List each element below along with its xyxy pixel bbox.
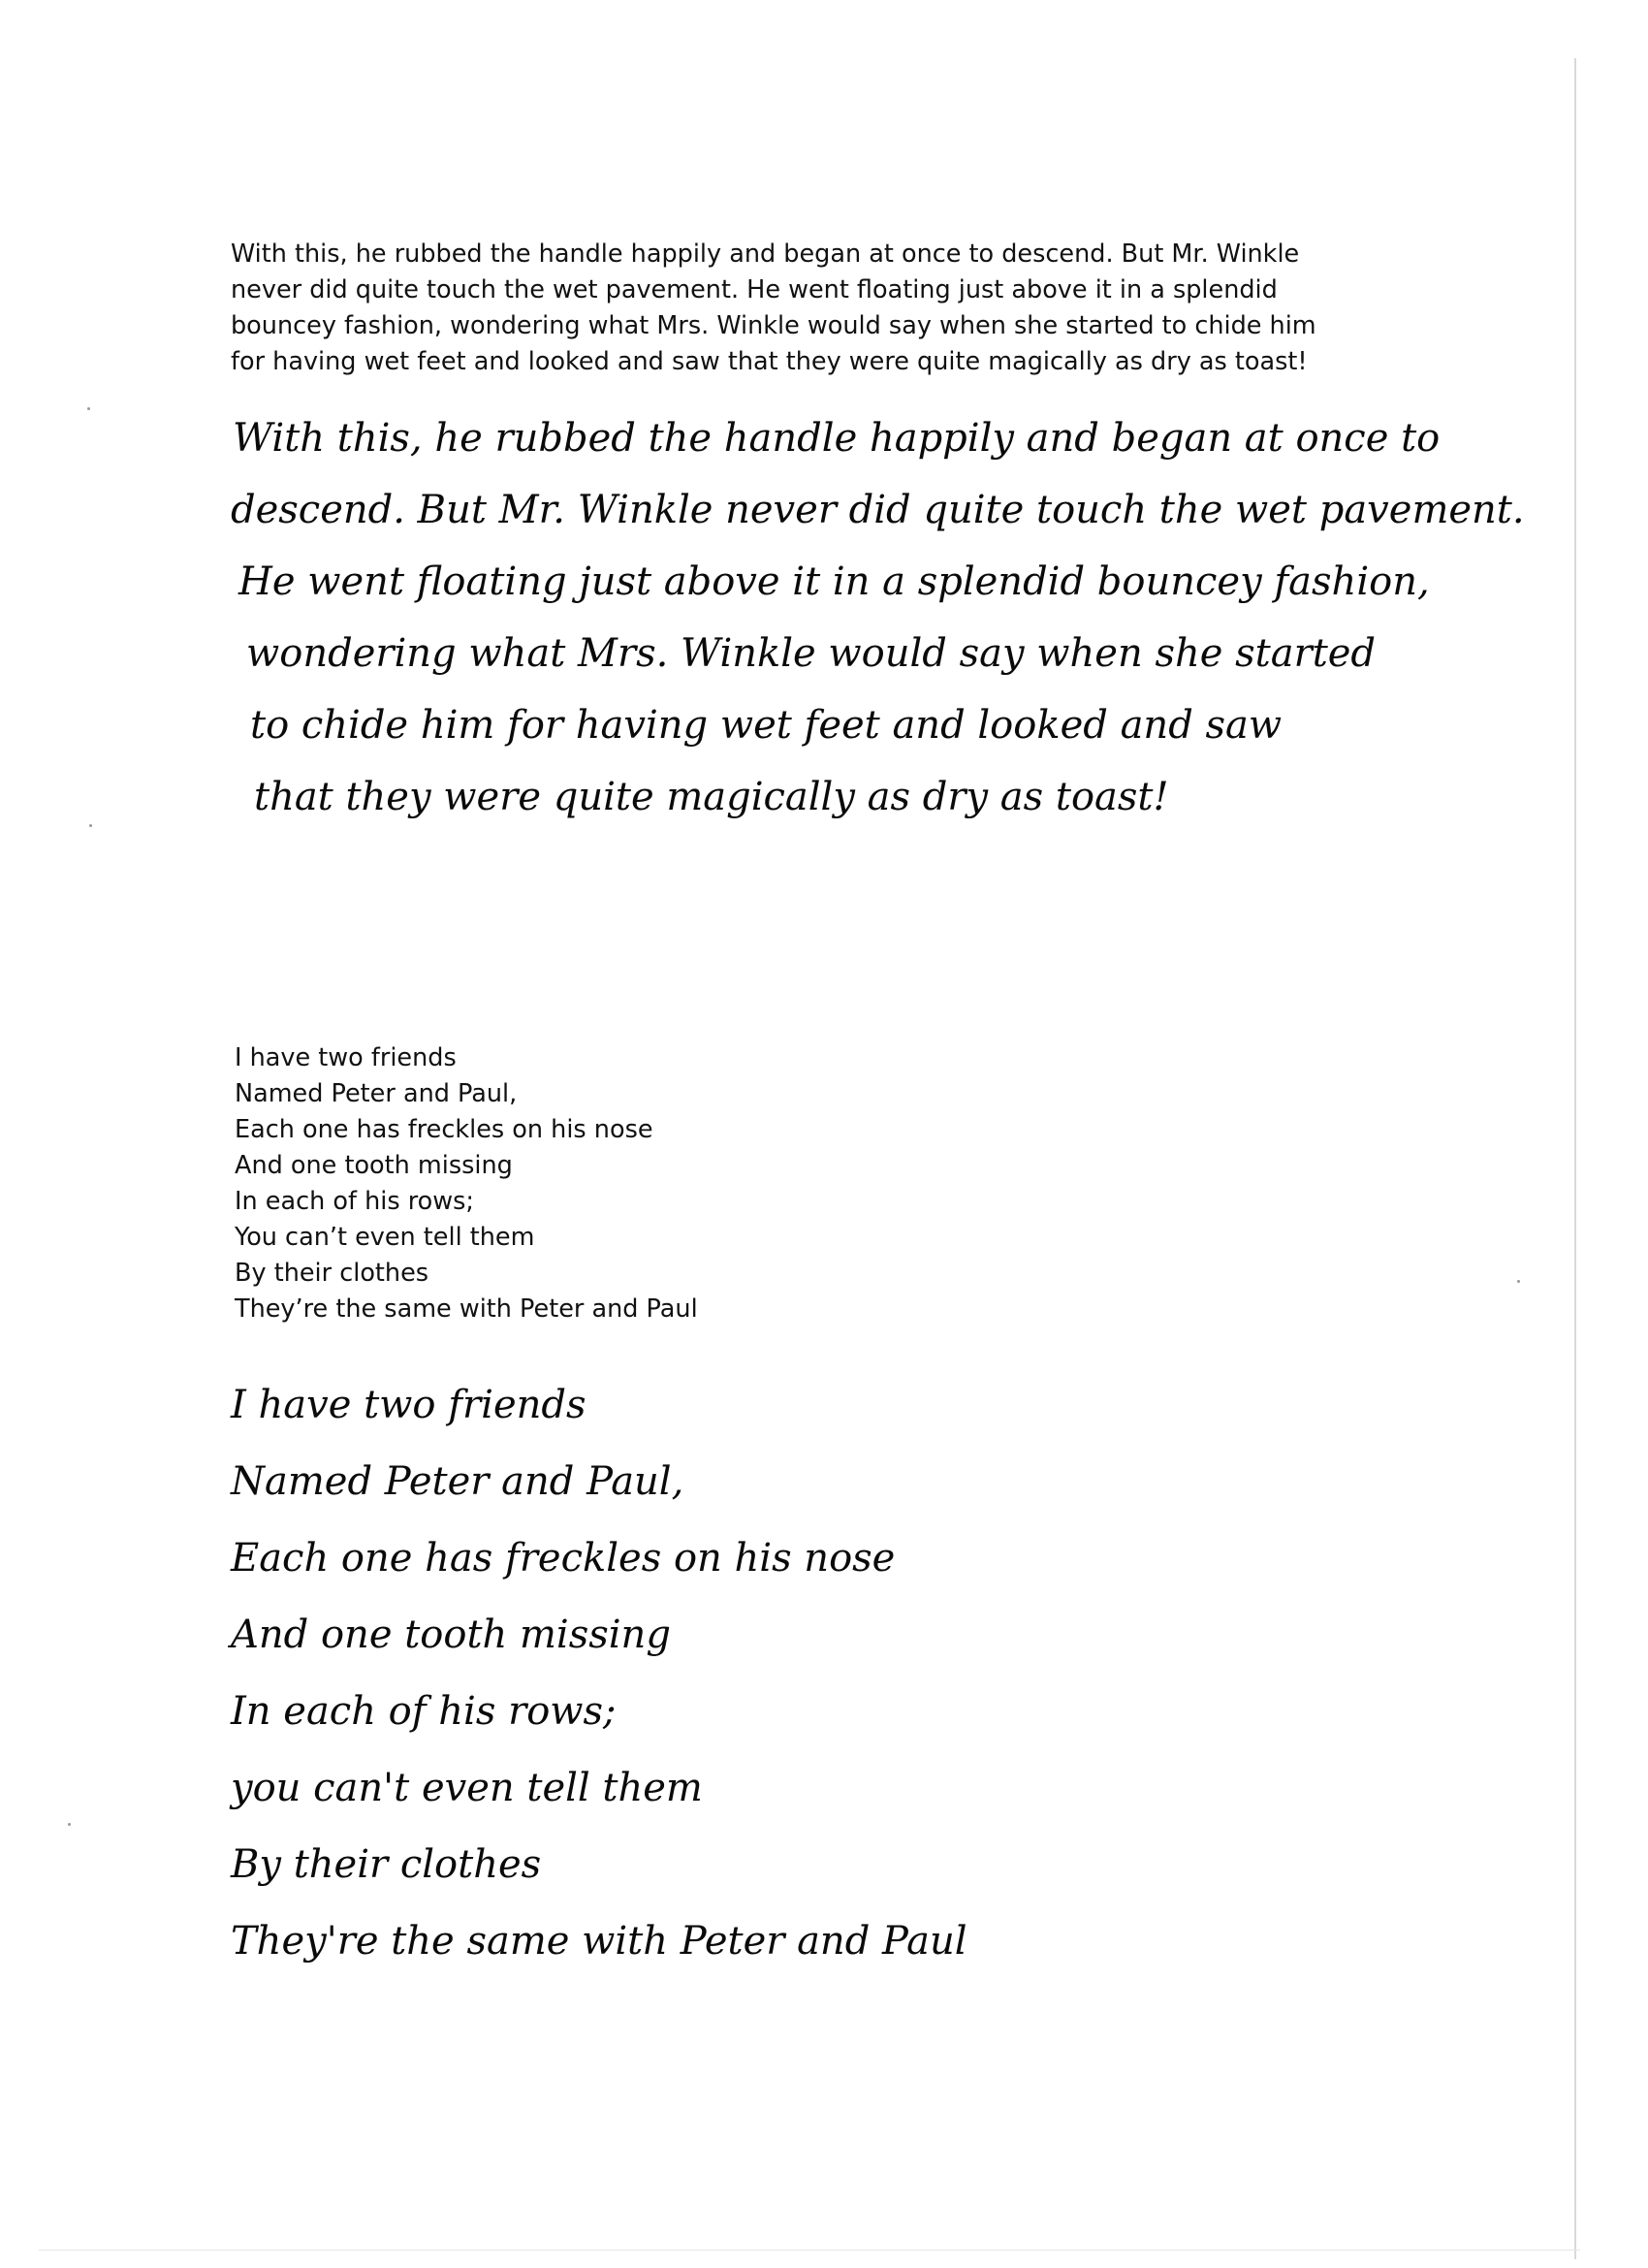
scan-border-bottom — [39, 2250, 1580, 2251]
typed-poem-line: In each of his rows; — [235, 1187, 474, 1216]
handwritten-paragraph-line: descend. But Mr. Winkle never did quite touch the wet pavement. — [231, 488, 1525, 532]
scan-border-right — [1574, 58, 1576, 2259]
typed-poem-line: Named Peter and Paul, — [235, 1079, 518, 1108]
scan-speck — [87, 407, 90, 410]
typed-paragraph-line: for having wet feet and looked and saw that they were quite magically as dry as toast! — [231, 347, 1308, 376]
handwritten-paragraph-line: that they were quite magically as dry as toast! — [254, 775, 1169, 819]
handwritten-paragraph-line: With this, he rubbed the handle happily and began at once to — [233, 416, 1441, 461]
typed-poem-line: You can’t even tell them — [235, 1223, 535, 1252]
handwritten-poem-line: I have two friends — [231, 1383, 586, 1427]
handwritten-poem — [231, 1367, 967, 1980]
handwritten-poem-line: They're the same with Peter and Paul — [231, 1919, 967, 1964]
handwritten-paragraph-line: wondering what Mrs. Winkle would say when she started — [246, 631, 1377, 676]
handwritten-poem-line: In each of his rows; — [231, 1689, 617, 1734]
scan-speck — [89, 824, 92, 827]
typed-poem-line: I have two friends — [235, 1043, 457, 1072]
typed-poem-line: They’re the same with Peter and Paul — [235, 1294, 698, 1324]
typed-poem-line: Each one has freckles on his nose — [235, 1115, 653, 1144]
handwritten-poem-line: And one tooth missing — [231, 1613, 671, 1657]
typed-poem-line: And one tooth missing — [235, 1151, 513, 1180]
typed-paragraph-line: bouncey fashion, wondering what Mrs. Winkle would say when she started to chide him — [231, 311, 1316, 340]
scan-speck — [68, 1823, 71, 1826]
typed-poem-line: By their clothes — [235, 1259, 429, 1288]
scan-speck — [1517, 1280, 1520, 1283]
typed-paragraph-line: never did quite touch the wet pavement. He went floating just above it in a splendid — [231, 275, 1278, 304]
handwritten-paragraph — [231, 402, 1525, 833]
typed-poem — [235, 1040, 698, 1327]
handwritten-paragraph-line: to chide him for having wet feet and looked and saw — [250, 703, 1283, 748]
handwritten-paragraph-line: He went floating just above it in a splendid bouncey fashion, — [238, 559, 1430, 604]
handwritten-poem-line: Named Peter and Paul, — [231, 1459, 684, 1504]
typed-paragraph-line: With this, he rubbed the handle happily and began at once to descend. But Mr. Winkle — [231, 240, 1300, 269]
typed-paragraph — [231, 237, 1423, 380]
handwritten-poem-line: you can't even tell them — [231, 1766, 703, 1810]
handwritten-poem-line: By their clothes — [231, 1842, 542, 1887]
handwritten-poem-line: Each one has freckles on his nose — [231, 1536, 896, 1581]
